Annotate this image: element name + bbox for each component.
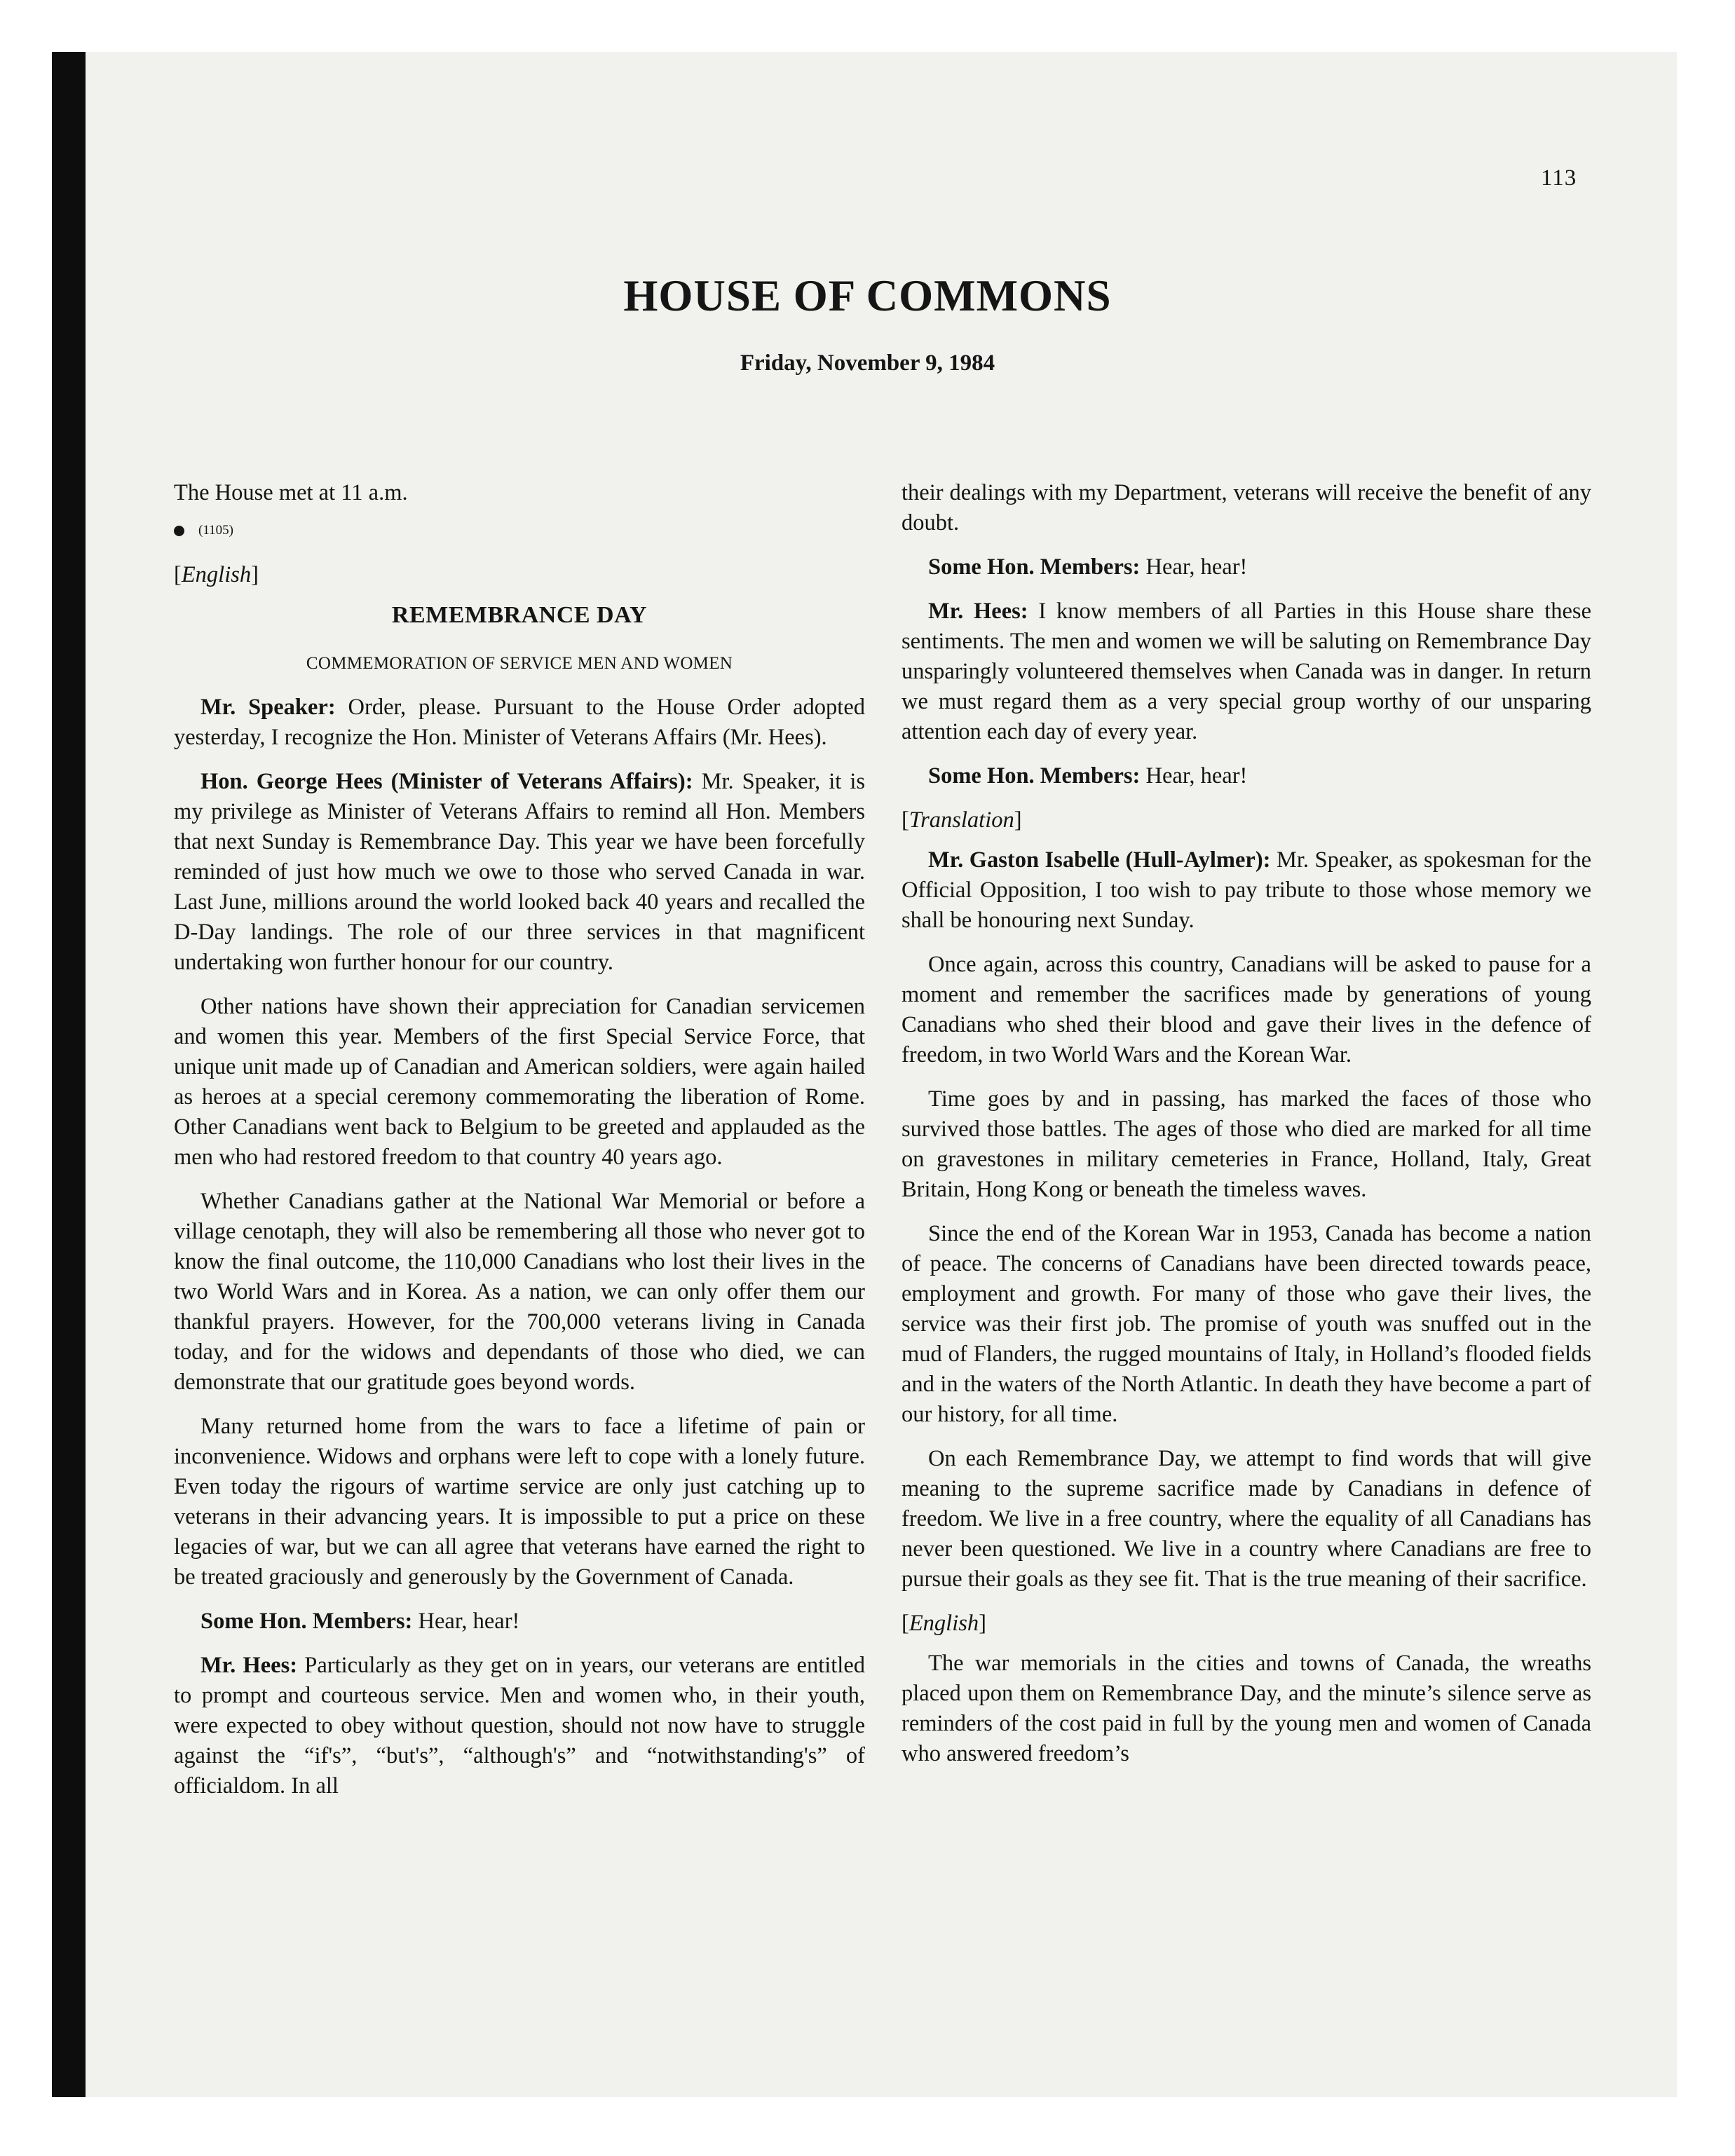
speech-paragraph: [901, 845, 1591, 936]
speech-paragraph: [901, 596, 1591, 747]
page-title: HOUSE OF COMMONS: [623, 271, 1112, 320]
body-paragraph: Other nations have shown their appreciation for Canadian servicemen and women this year. Members of the first Special Service Force, that unique unit made up of Canadian and American soldiers, were again hailed as heroes at a special ceremony commemorating the liberation of Rome. Other Canadians went back to Belgium to be greeted and applauded as the men who had restored freedom to that country 40 years ago.: [174, 994, 865, 1170]
right-column: [901, 478, 1591, 1783]
body-paragraph: Once again, across this country, Canadians will be asked to pause for a moment and remember the sacrifices made by generations of young Canadians who shed their blood and gave their lives in the defence of freedom, in two World Wars and the Korean War.: [901, 952, 1591, 1067]
language-marker-label: English: [909, 1611, 979, 1636]
translation-marker: [Translation]: [901, 807, 1022, 833]
speech-text: Mr. Speaker, it is my privilege as Minister of Veterans Affairs to remind all Hon. Members that next Sunday is Remembrance Day. This year we have been forcefully reminded of just how much we owe to those who served Canada in war. Last June, millions around the world looked back 40 years and recalled the D-Day landings. The role of our three services in that magnificent undertaking won further honour for our country.: [174, 769, 865, 975]
body-paragraph: Time goes by and in passing, has marked the faces of those who survived those battles. The ages of those who died are marked for all time on gravestones in military cemeteries in France, Holland, Italy, Great Britain, Hong Kong or beneath the timeless waves.: [901, 1086, 1591, 1202]
body-paragraph: Since the end of the Korean War in 1953, Canada has become a nation of peace. The concerns of Canadians have been directed towards peace, employment and growth. For many of those who gave their lives, the service was their first job. The promise of youth was snuffed out in the mud of Flanders, the rugged mountains of Italy, in Holland’s flooded fields and in the waters of the North Atlantic. In death they have become a part of our history, for all time.: [901, 1221, 1591, 1427]
speech-text: Particularly as they get on in years, our veterans are entitled to prompt and courteous service. Men and women who, in their youth, were expected to obey without question, should not now have to struggle against the “if's”, “but's”, “although's” and “notwithstanding's” of officialdom. In all: [174, 1653, 865, 1799]
speech-text: Hear, hear!: [1140, 554, 1248, 580]
speech-text: Hear, hear!: [412, 1609, 520, 1634]
speaker-name: Mr. Hees:: [200, 1653, 298, 1678]
speech-text: Order, please. Pursuant to the House Order adopted yesterday, I recognize the Hon. Minister of Veterans Affairs (Mr. Hees).: [174, 695, 865, 750]
speech-text: Mr. Speaker, as spokesman for the Official Opposition, I too wish to pay tribute to those whose memory we shall be honouring next Sunday.: [901, 847, 1592, 933]
section-heading: REMEMBRANCE DAY: [391, 602, 648, 628]
body-paragraph: On each Remembrance Day, we attempt to find words that will give meaning to the supreme sacrifice made by Canadians in defence of freedom. We live in a free country, where the equality of all Canadians has never been questioned. We live in a country where Canadians are free to pursue their goals as they see fit. That is the true meaning of their sacrifice.: [901, 1446, 1591, 1592]
translation-marker-label: Translation: [909, 807, 1014, 833]
language-marker: [English]: [174, 562, 259, 587]
speaker-name: Some Hon. Members:: [200, 1609, 413, 1634]
continued-paragraph: their dealings with my Department, veterans will receive the benefit of any doubt.: [901, 480, 1591, 535]
left-column: [174, 478, 865, 1815]
body-paragraph: The war memorials in the cities and towns of Canada, the wreaths placed upon them on Remembrance Day, and the minute’s silence serve as reminders of the cost paid in full by the young men and women of Canada who answered freedom’s: [901, 1651, 1591, 1766]
sitting-date: Friday, November 9, 1984: [740, 350, 995, 376]
speaker-name: Mr. Gaston Isabelle (Hull-Aylmer):: [928, 847, 1271, 873]
interjection: [901, 552, 1591, 582]
body-paragraph: Many returned home from the wars to face a lifetime of pain or inconvenience. Widows and orphans were left to cope with a lonely future. Even today the rigours of wartime service are only just catching up to veterans in their advancing years. It is impossible to put a price on these legacies of war, but we can all agree that veterans have earned the right to be treated graciously and generously by the Government of Canada.: [174, 1414, 865, 1590]
language-marker: [English]: [901, 1611, 986, 1636]
speech-paragraph: [174, 692, 865, 753]
language-marker-label: English: [181, 562, 252, 587]
speech-text: I know members of all Parties in this House share these sentiments. The men and women we will be saluting on Remembrance Day unsparingly volunteered themselves when Canada was in danger. In return we must regard them as a very special group worthy of our unsparing attention each day of every year.: [901, 599, 1592, 744]
interjection: [901, 761, 1591, 791]
interjection: [174, 1606, 865, 1637]
timestamp-label: (1105): [198, 523, 233, 538]
speaker-name: Mr. Speaker:: [200, 695, 336, 720]
speaker-name: Some Hon. Members:: [928, 763, 1141, 789]
bullet-icon: [174, 526, 184, 536]
speech-paragraph: [174, 1651, 865, 1801]
speech-text: Hear, hear!: [1140, 763, 1248, 789]
speaker-name: Hon. George Hees (Minister of Veterans Affairs):: [200, 769, 693, 794]
speaker-name: Some Hon. Members:: [928, 554, 1141, 580]
speaker-name: Mr. Hees:: [928, 599, 1028, 624]
page-number: 113: [1541, 165, 1577, 191]
section-subheading: COMMEMORATION OF SERVICE MEN AND WOMEN: [306, 654, 733, 673]
proceeding-note: The House met at 11 a.m.: [174, 480, 408, 505]
body-paragraph: Whether Canadians gather at the National War Memorial or before a village cenotaph, they will also be remembering all those who never got to know the final outcome, the 110,000 Canadians who lost their lives in the two World Wars and in Korea. As a nation, we can only offer them our thankful prayers. However, for the 700,000 veterans living in Canada today, and for the widows and dependants of those who died, we can demonstrate that our gratitude goes beyond words.: [174, 1189, 865, 1395]
speech-paragraph: [174, 767, 865, 978]
timestamp: [174, 522, 865, 539]
